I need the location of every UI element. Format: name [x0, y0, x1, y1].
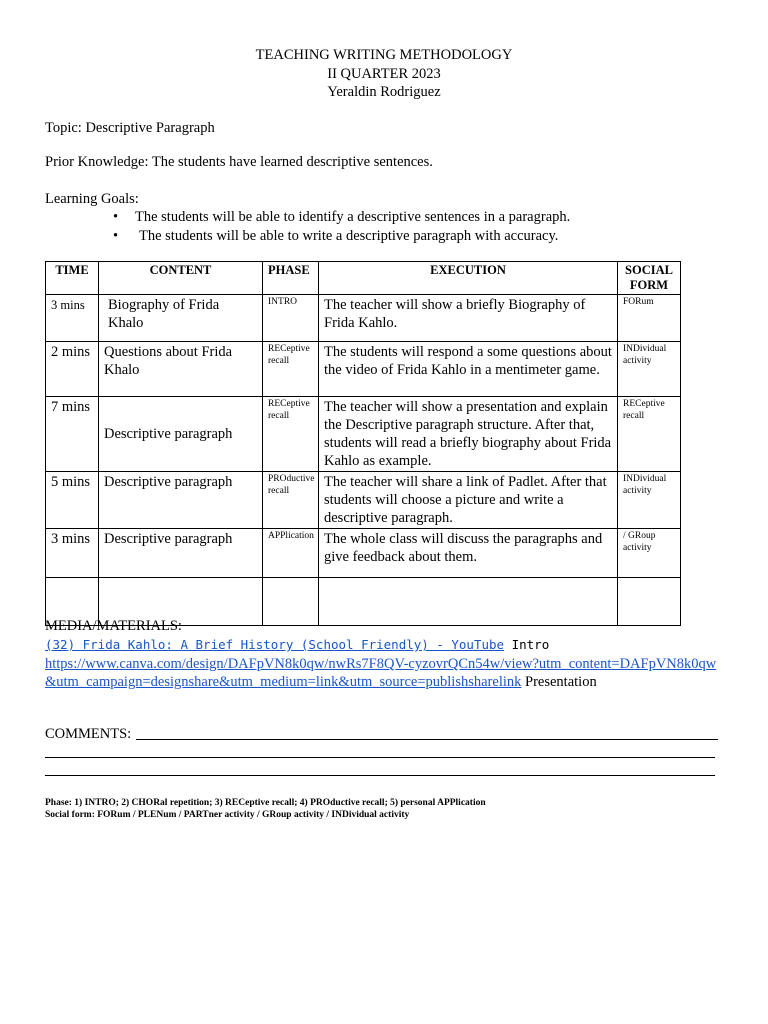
cell-phase: RECeptive recall — [263, 342, 319, 397]
cell-content: Descriptive paragraph — [99, 529, 263, 578]
header-social-form: SOCIAL FORM — [618, 262, 681, 295]
social-form-legend: Social form: FORum / PLENum / PARTner activity / GRoup activity / INDividual activity — [45, 810, 410, 820]
header-content: CONTENT — [99, 262, 263, 295]
comments-line — [45, 757, 715, 758]
table-header-row — [46, 262, 681, 295]
cell-phase: RECeptive recall — [263, 397, 319, 472]
cell-phase: APPlication — [263, 529, 319, 578]
table-row — [46, 397, 681, 472]
youtube-link-label: Intro — [504, 637, 550, 652]
cell-social-form: / GRoup activity — [618, 529, 681, 578]
learning-goal-item: • The students will be able to write a descriptive paragraph with accuracy. — [113, 227, 570, 246]
cell-content: Descriptive paragraph — [99, 397, 263, 472]
cell-social-form: INDividual activity — [618, 342, 681, 397]
topic-line: Topic: Descriptive Paragraph — [45, 120, 215, 136]
table-row — [46, 342, 681, 397]
cell-execution: The students will respond a some questions about the video of Frida Kahlo in a mentimeter game. — [319, 342, 618, 397]
cell-social-form: INDividual activity — [618, 472, 681, 529]
cell-time: 3 mins — [46, 295, 99, 342]
footer-legend — [45, 797, 486, 821]
cell-execution: The teacher will share a link of Padlet. After that students will choose a picture and write a descriptive paragraph. — [319, 472, 618, 529]
cell-execution: The teacher will show a briefly Biography of Frida Kahlo. — [319, 295, 618, 342]
document-header — [0, 46, 768, 102]
cell-time: 5 mins — [46, 472, 99, 529]
cell-content: Descriptive paragraph — [99, 472, 263, 529]
header-execution: EXECUTION — [319, 262, 618, 295]
cell-empty — [319, 578, 618, 626]
table-row — [46, 472, 681, 529]
course-title: TEACHING WRITING METHODOLOGY — [255, 47, 513, 63]
header-time: TIME — [46, 262, 99, 295]
comments-label: COMMENTS: — [45, 726, 132, 742]
header-phase: PHASE — [263, 262, 319, 295]
canva-link-line — [45, 655, 725, 691]
cell-social-form: FORum — [618, 295, 681, 342]
quarter-label: II QUARTER 2023 — [327, 65, 441, 82]
cell-execution: The whole class will discuss the paragraphs and give feedback about them. — [319, 529, 618, 578]
youtube-link-line — [45, 636, 549, 654]
cell-execution: The teacher will show a presentation and explain the Descriptive paragraph structure. After that, students will read a briefly biography about Frida Kahlo as example. — [319, 397, 618, 472]
cell-time: 7 mins — [46, 397, 99, 472]
comments-line — [136, 739, 718, 740]
table-row — [46, 529, 681, 578]
cell-empty — [263, 578, 319, 626]
learning-goals-list — [113, 208, 570, 245]
cell-content: Questions about Frida Khalo — [99, 342, 263, 397]
canva-link[interactable]: https://www.canva.com/design/DAFpVN8k0qw/nwRs7F8QV-cyzovrQCn54w/view?utm_content=DAFpVN8k0qw&utm_campaign=designshare&utm_medium=link&utm_source=publishsharelink — [45, 656, 717, 690]
comments-line — [45, 775, 715, 776]
author-name: Yeraldin Rodriguez — [327, 84, 441, 100]
cell-content: Biography of Frida Khalo — [99, 295, 263, 342]
cell-time: 2 mins — [46, 342, 99, 397]
phase-legend: Phase: 1) INTRO; 2) CHORal repetition; 3) RECeptive recall; 4) PROductive recall; 5) personal APPlication — [45, 798, 486, 808]
youtube-link[interactable]: (32) Frida Kahlo: A Brief History (School Friendly) - YouTube — [45, 637, 505, 652]
cell-time: 3 mins — [46, 529, 99, 578]
canva-link-label: Presentation — [521, 674, 597, 690]
cell-social-form: RECeptive recall — [618, 397, 681, 472]
media-materials-heading: MEDIA/MATERIALS: — [45, 618, 182, 634]
prior-knowledge-line: Prior Knowledge: The students have learned descriptive sentences. — [45, 154, 433, 170]
cell-phase: PROductive recall — [263, 472, 319, 529]
learning-goals-heading: Learning Goals: — [45, 191, 139, 207]
table-row — [46, 295, 681, 342]
learning-goal-item: • The students will be able to identify a descriptive sentences in a paragraph. — [113, 208, 570, 227]
cell-phase: INTRO — [263, 295, 319, 342]
cell-empty — [618, 578, 681, 626]
lesson-plan-table — [45, 261, 681, 626]
